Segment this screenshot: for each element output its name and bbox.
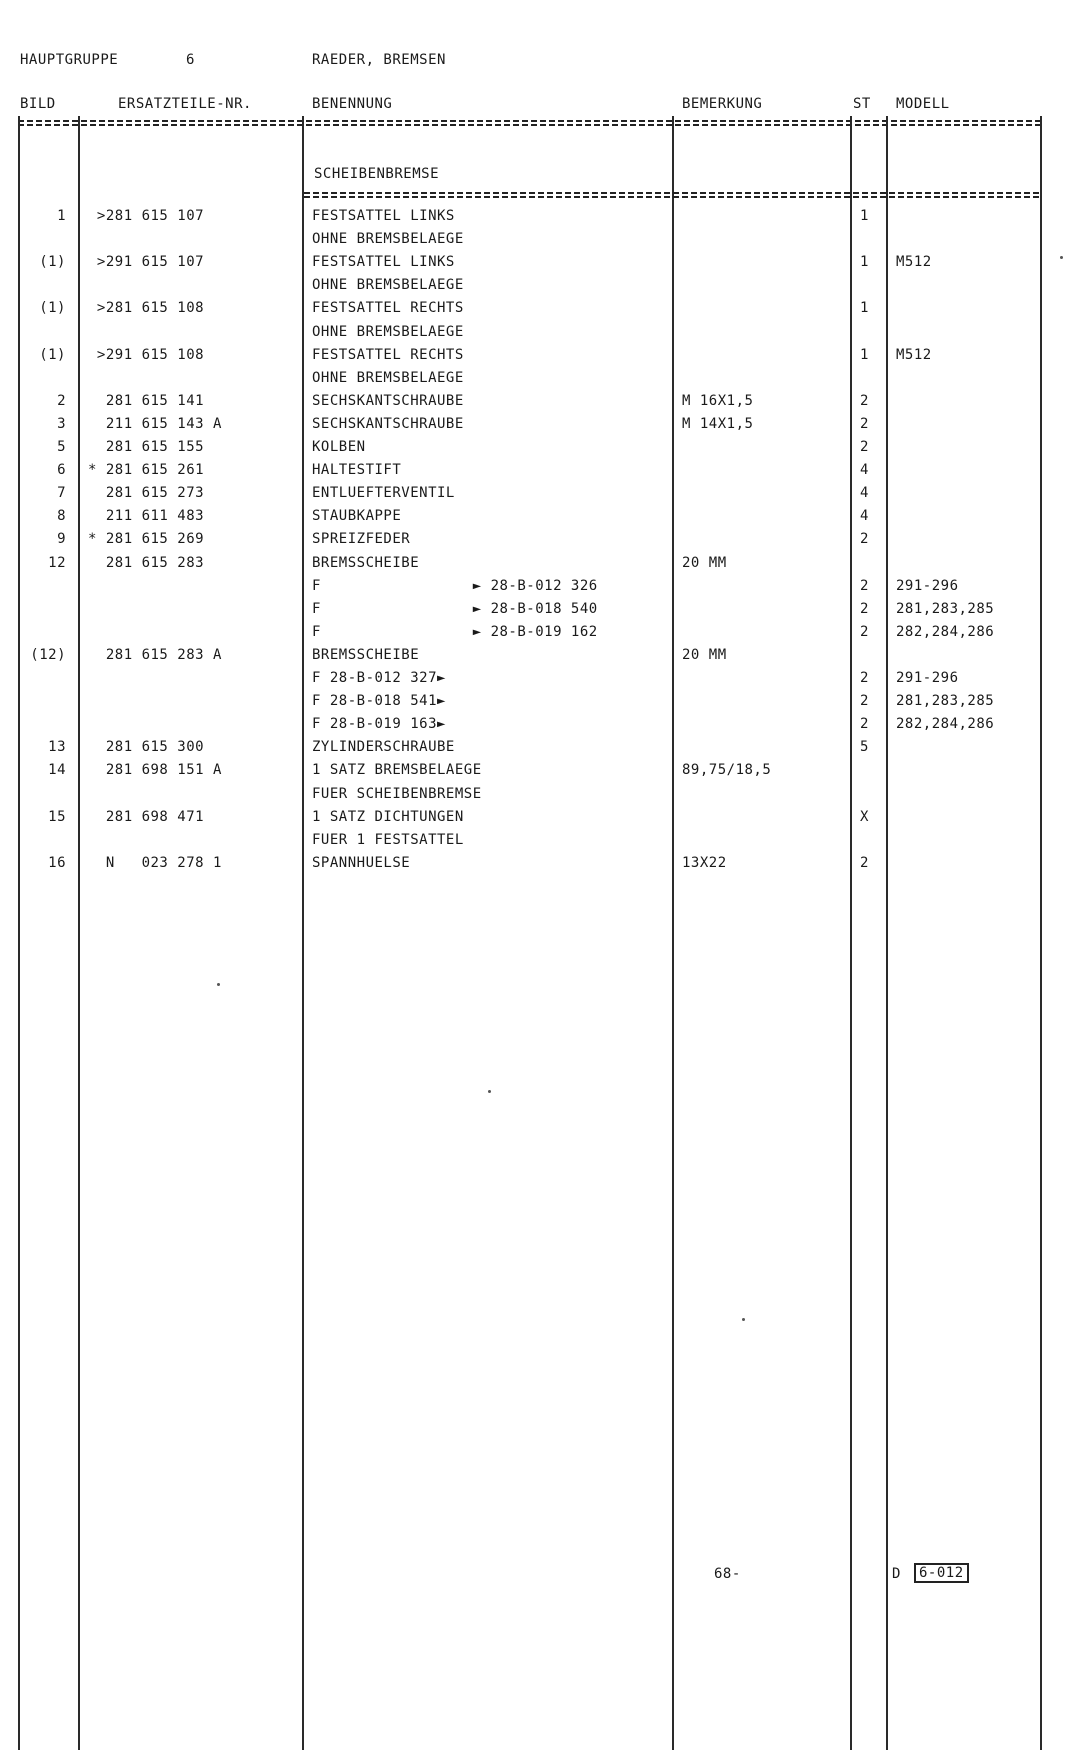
cell-benennung: SPANNHUELSE bbox=[312, 854, 411, 871]
cell-benennung: F ► 28-B-019 162 bbox=[312, 623, 598, 640]
table-row bbox=[0, 416, 1080, 439]
table-row bbox=[0, 208, 1080, 231]
cell-bild: (1) bbox=[39, 346, 66, 363]
table-row bbox=[0, 624, 1080, 647]
cell-st: 1 bbox=[860, 346, 869, 363]
table-row bbox=[0, 855, 1080, 878]
cell-benennung: KOLBEN bbox=[312, 439, 366, 455]
cell-ersatzteile-nr: * 281 615 269 bbox=[88, 531, 205, 548]
cell-modell: 282,284,286 bbox=[896, 716, 995, 733]
cell-benennung: F 28-B-012 327► bbox=[312, 670, 446, 686]
table-row bbox=[0, 739, 1080, 762]
table-row bbox=[0, 670, 1080, 693]
cell-ersatzteile-nr: 281 698 151 A bbox=[88, 762, 222, 779]
cell-ersatzteile-nr: N 023 278 1 bbox=[88, 854, 222, 871]
cell-st: 2 bbox=[860, 623, 869, 640]
cell-bild: 12 bbox=[48, 554, 66, 571]
cell-bild: 3 bbox=[57, 415, 66, 432]
section-title: SCHEIBENBREMSE bbox=[314, 166, 440, 182]
cell-ersatzteile-nr: * 281 615 261 bbox=[88, 462, 205, 479]
table-row bbox=[0, 578, 1080, 601]
cell-ersatzteile-nr: 211 615 143 A bbox=[88, 415, 222, 432]
cell-ersatzteile-nr: 211 611 483 bbox=[88, 508, 205, 525]
cell-bild: 7 bbox=[57, 485, 66, 502]
section-double-rule bbox=[304, 192, 1040, 198]
cell-modell: 291-296 bbox=[896, 670, 959, 686]
page-reference: 6-012 bbox=[914, 1563, 969, 1583]
col-header-bemerkung: BEMERKUNG bbox=[682, 96, 763, 112]
table-row bbox=[0, 508, 1080, 531]
cell-bild: (1) bbox=[39, 254, 66, 271]
cell-modell: M512 bbox=[896, 346, 932, 363]
cell-st: 2 bbox=[860, 577, 869, 594]
cell-bemerkung: M 16X1,5 bbox=[682, 392, 754, 409]
cell-benennung: FESTSATTEL RECHTS bbox=[312, 300, 464, 317]
cell-bild: 13 bbox=[48, 739, 66, 756]
cell-st: 2 bbox=[860, 854, 869, 871]
cell-st: 4 bbox=[860, 508, 869, 525]
cell-benennung: 1 SATZ DICHTUNGEN bbox=[312, 808, 464, 825]
table-row bbox=[0, 716, 1080, 739]
cell-benennung: FESTSATTEL LINKS bbox=[312, 208, 455, 224]
group-number: 6 bbox=[186, 52, 195, 68]
cell-bild: (12) bbox=[30, 646, 66, 663]
scan-speck bbox=[488, 1090, 491, 1093]
cell-modell: 281,283,285 bbox=[896, 600, 995, 617]
scan-speck bbox=[1060, 256, 1063, 259]
cell-benennung: SECHSKANTSCHRAUBE bbox=[312, 415, 464, 432]
cell-benennung: OHNE BREMSBELAEGE bbox=[312, 369, 464, 386]
table-row bbox=[0, 762, 1080, 785]
cell-st: 1 bbox=[860, 208, 869, 224]
table-row bbox=[0, 254, 1080, 277]
col-header-benennung: BENENNUNG bbox=[312, 96, 393, 112]
cell-bild: 14 bbox=[48, 762, 66, 779]
scan-speck bbox=[742, 1318, 745, 1321]
table-row bbox=[0, 555, 1080, 578]
cell-benennung: SPREIZFEDER bbox=[312, 531, 411, 548]
cell-modell: M512 bbox=[896, 254, 932, 271]
cell-benennung: F 28-B-018 541► bbox=[312, 693, 446, 710]
table-row bbox=[0, 370, 1080, 393]
cell-modell: 282,284,286 bbox=[896, 623, 995, 640]
scan-speck bbox=[217, 983, 220, 986]
cell-benennung: BREMSSCHEIBE bbox=[312, 646, 420, 663]
cell-benennung: FUER 1 FESTSATTEL bbox=[312, 831, 464, 848]
col-header-st: ST bbox=[853, 96, 871, 112]
group-label: HAUPTGRUPPE bbox=[20, 52, 119, 68]
cell-bild: 1 bbox=[57, 208, 66, 224]
cell-benennung: BREMSSCHEIBE bbox=[312, 554, 420, 571]
table-row bbox=[0, 485, 1080, 508]
cell-st: 4 bbox=[860, 485, 869, 502]
table-row bbox=[0, 601, 1080, 624]
cell-benennung: SECHSKANTSCHRAUBE bbox=[312, 392, 464, 409]
table-row bbox=[0, 277, 1080, 300]
cell-bild: 16 bbox=[48, 854, 66, 871]
cell-st: 2 bbox=[860, 600, 869, 617]
page-number: 68- bbox=[714, 1566, 741, 1582]
cell-modell: 291-296 bbox=[896, 577, 959, 594]
cell-bemerkung: M 14X1,5 bbox=[682, 415, 754, 432]
table-row bbox=[0, 647, 1080, 670]
cell-benennung: FUER SCHEIBENBREMSE bbox=[312, 785, 482, 802]
cell-benennung: FESTSATTEL LINKS bbox=[312, 254, 455, 271]
cell-st: 2 bbox=[860, 392, 869, 409]
cell-benennung: ZYLINDERSCHRAUBE bbox=[312, 739, 455, 756]
cell-st: 2 bbox=[860, 415, 869, 432]
cell-st: 2 bbox=[860, 670, 869, 686]
cell-st: 2 bbox=[860, 693, 869, 710]
cell-benennung: STAUBKAPPE bbox=[312, 508, 402, 525]
cell-ersatzteile-nr: 281 615 141 bbox=[88, 392, 205, 409]
cell-st: 2 bbox=[860, 716, 869, 733]
cell-bemerkung: 13X22 bbox=[682, 854, 727, 871]
cell-ersatzteile-nr: 281 615 155 bbox=[88, 439, 205, 455]
table-row bbox=[0, 393, 1080, 416]
table-row bbox=[0, 462, 1080, 485]
col-header-modell: MODELL bbox=[896, 96, 950, 112]
cell-st: X bbox=[860, 808, 869, 825]
cell-benennung: OHNE BREMSBELAEGE bbox=[312, 323, 464, 340]
table-row bbox=[0, 439, 1080, 462]
cell-st: 2 bbox=[860, 531, 869, 548]
cell-benennung: OHNE BREMSBELAEGE bbox=[312, 277, 464, 294]
cell-st: 1 bbox=[860, 300, 869, 317]
cell-ersatzteile-nr: 281 698 471 bbox=[88, 808, 205, 825]
table-row bbox=[0, 809, 1080, 832]
cell-benennung: 1 SATZ BREMSBELAEGE bbox=[312, 762, 482, 779]
cell-bild: 8 bbox=[57, 508, 66, 525]
cell-st: 2 bbox=[860, 439, 869, 455]
cell-st: 1 bbox=[860, 254, 869, 271]
cell-benennung: HALTESTIFT bbox=[312, 462, 402, 479]
cell-ersatzteile-nr: >291 615 108 bbox=[88, 346, 205, 363]
language-code: D bbox=[892, 1566, 901, 1582]
cell-st: 5 bbox=[860, 739, 869, 756]
cell-bild: 9 bbox=[57, 531, 66, 548]
cell-bemerkung: 20 MM bbox=[682, 554, 727, 571]
col-header-bild: BILD bbox=[20, 96, 56, 112]
cell-modell: 281,283,285 bbox=[896, 693, 995, 710]
cell-ersatzteile-nr: >281 615 108 bbox=[88, 300, 205, 317]
table-row bbox=[0, 531, 1080, 554]
cell-benennung: ENTLUEFTERVENTIL bbox=[312, 485, 455, 502]
cell-bemerkung: 20 MM bbox=[682, 646, 727, 663]
cell-benennung: F ► 28-B-012 326 bbox=[312, 577, 598, 594]
cell-ersatzteile-nr: 281 615 283 bbox=[88, 554, 205, 571]
cell-benennung: OHNE BREMSBELAEGE bbox=[312, 231, 464, 248]
cell-bild: 5 bbox=[57, 439, 66, 455]
cell-ersatzteile-nr: >291 615 107 bbox=[88, 254, 205, 271]
cell-st: 4 bbox=[860, 462, 869, 479]
col-header-ersatzteile-nr: ERSATZTEILE-NR. bbox=[118, 96, 252, 112]
group-title: RAEDER, BREMSEN bbox=[312, 52, 446, 68]
table-row bbox=[0, 324, 1080, 347]
table-row bbox=[0, 693, 1080, 716]
table-row bbox=[0, 300, 1080, 323]
cell-benennung: FESTSATTEL RECHTS bbox=[312, 346, 464, 363]
cell-bild: 6 bbox=[57, 462, 66, 479]
cell-benennung: F 28-B-019 163► bbox=[312, 716, 446, 733]
cell-bemerkung: 89,75/18,5 bbox=[682, 762, 772, 779]
cell-bild: (1) bbox=[39, 300, 66, 317]
cell-ersatzteile-nr: >281 615 107 bbox=[88, 208, 205, 224]
cell-ersatzteile-nr: 281 615 283 A bbox=[88, 646, 222, 663]
table-row bbox=[0, 347, 1080, 370]
cell-ersatzteile-nr: 281 615 273 bbox=[88, 485, 205, 502]
table-row bbox=[0, 832, 1080, 855]
cell-bild: 15 bbox=[48, 808, 66, 825]
cell-bild: 2 bbox=[57, 392, 66, 409]
table-row bbox=[0, 231, 1080, 254]
cell-benennung: F ► 28-B-018 540 bbox=[312, 600, 598, 617]
cell-ersatzteile-nr: 281 615 300 bbox=[88, 739, 205, 756]
table-row bbox=[0, 786, 1080, 809]
